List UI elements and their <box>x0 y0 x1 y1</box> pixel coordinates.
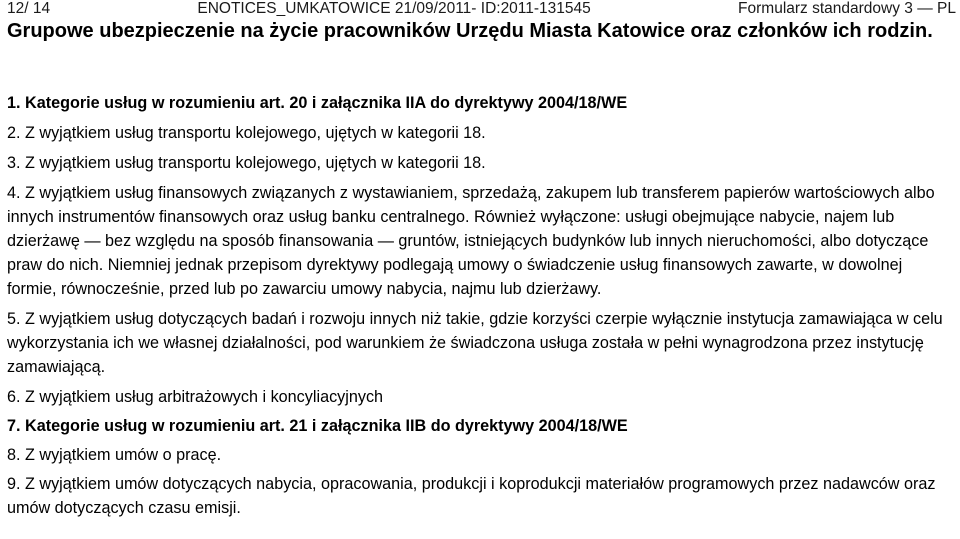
page-header <box>7 0 956 20</box>
list-item: 1. Kategorie usług w rozumieniu art. 20 i załącznika IIA do dyrektywy 2004/18/WE <box>7 94 628 112</box>
document-title: Grupowe ubezpieczenie na życie pracowników Urzędu Miasta Katowice oraz członków ich rodzin. <box>7 20 933 42</box>
list-item: 9. Z wyjątkiem umów dotyczących nabycia, opracowania, produkcji i koprodukcji materiałów programowych przez nadawców oraz umów dotyczących czasu emisji. <box>7 475 936 517</box>
notice-id: ENOTICES_UMKATOWICE 21/09/2011- ID:2011-131545 <box>197 0 591 17</box>
list-item: 4. Z wyjątkiem usług finansowych związanych z wystawianiem, sprzedażą, zakupem lub transferem papierów wartościowych albo innych instrumentów finansowych oraz usług banku centralnego. Również wyłączone: usługi obejmujące nabycie, najem lub dzierżawę — bez względu na sposób finansowania — gruntów, istniejących budynków lub innych nieruchomości, albo dotyczące praw do nich. Niemniej jednak przepisom dyrektywy podlegają umowy o świadczenie usług finansowych zawarte, w dowolnej formie, równocześnie, przed lub po zawarciu umowy nabycia, najmu lub dzierżawy. <box>7 184 935 298</box>
form-type: Formularz standardowy 3 — PL <box>738 0 956 17</box>
list-item: 2. Z wyjątkiem usług transportu kolejowego, ujętych w kategorii 18. <box>7 124 486 142</box>
list-item: 8. Z wyjątkiem umów o pracę. <box>7 446 222 464</box>
list-item: 7. Kategorie usług w rozumieniu art. 21 i załącznika IIB do dyrektywy 2004/18/WE <box>7 417 628 435</box>
list-item: 5. Z wyjątkiem usług dotyczących badań i rozwoju innych niż takie, gdzie korzyści czerpie wyłącznie instytucja zamawiająca w celu wykorzystania ich we własnej działalności, pod warunkiem że świadczona usługa została w pełni wynagrodzona przez instytucję zamawiającą. <box>7 310 943 376</box>
page-number: 12/ 14 <box>7 0 51 17</box>
list-item: 6. Z wyjątkiem usług arbitrażowych i koncyliacyjnych <box>7 388 384 406</box>
list-item: 3. Z wyjątkiem usług transportu kolejowego, ujętych w kategorii 18. <box>7 154 486 172</box>
document-body <box>7 91 956 525</box>
